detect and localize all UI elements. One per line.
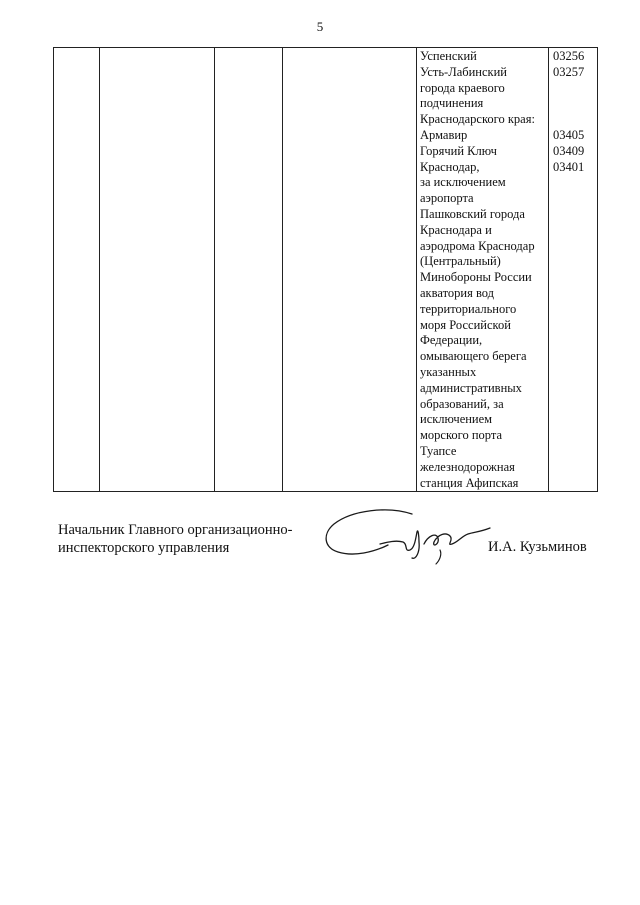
territory-name: Краснодар, bbox=[420, 159, 480, 174]
territory-code: 03401 bbox=[553, 159, 585, 174]
table-row bbox=[54, 48, 598, 492]
territory-code: 03409 bbox=[553, 143, 585, 158]
territory-name: морского порта bbox=[420, 428, 503, 443]
territory-name: Успенский bbox=[420, 49, 477, 63]
territory-name: указанных bbox=[420, 364, 477, 379]
territory-name: Пашковский города bbox=[420, 206, 525, 221]
territory-name: омывающего берега bbox=[420, 349, 527, 364]
territory-name: подчинения bbox=[420, 96, 484, 111]
territory-code: 03256 bbox=[553, 49, 585, 63]
territory-name: акватория вод bbox=[420, 285, 495, 300]
territory-name: Усть-Лабинский bbox=[420, 64, 507, 79]
empty-cell-3 bbox=[215, 48, 283, 492]
names-cell bbox=[417, 48, 549, 492]
territory-code bbox=[549, 112, 597, 128]
territory-code bbox=[549, 96, 597, 112]
territory-name: образований, за bbox=[420, 396, 504, 411]
signer-position bbox=[58, 521, 292, 557]
territory-code bbox=[549, 81, 597, 97]
regions-table bbox=[53, 47, 598, 492]
territory-name: города краевого bbox=[420, 80, 505, 95]
handwritten-signature bbox=[320, 502, 502, 568]
territory-name: Армавир bbox=[420, 127, 468, 142]
territory-code: 03257 bbox=[553, 64, 585, 79]
territory-name: за исключением bbox=[420, 175, 506, 190]
territory-name: станция Афипская bbox=[420, 475, 519, 490]
empty-cell-1 bbox=[54, 48, 100, 492]
territory-name: Краснодарского края: bbox=[420, 112, 535, 127]
territory-codes-list bbox=[549, 48, 597, 175]
territory-name: (Центральный) bbox=[420, 254, 501, 269]
territory-code: 03405 bbox=[553, 127, 585, 142]
page-number: 5 bbox=[316, 19, 324, 34]
empty-cell-2 bbox=[100, 48, 215, 492]
territory-name: Туапсе bbox=[420, 443, 457, 458]
territory-name: аэродрома Краснодар bbox=[420, 238, 535, 253]
territory-names-list bbox=[417, 48, 548, 491]
territory-name: железнодорожная bbox=[420, 459, 515, 474]
territory-name: административных bbox=[420, 380, 522, 395]
territory-name: исключением bbox=[420, 412, 493, 427]
territory-name: территориального bbox=[420, 301, 517, 316]
signer-name: И.А. Кузьминов bbox=[488, 539, 587, 555]
territory-name: аэропорта bbox=[420, 191, 474, 206]
territory-name: моря Российской bbox=[420, 317, 511, 332]
codes-cell bbox=[549, 48, 598, 492]
territory-name: Минобороны России bbox=[420, 270, 532, 285]
position-line: инспекторского управления bbox=[58, 540, 230, 556]
signature-block bbox=[58, 516, 598, 576]
empty-cell-4 bbox=[283, 48, 417, 492]
position-line: Начальник Главного организационно- bbox=[58, 522, 293, 538]
territory-name: Горячий Ключ bbox=[420, 143, 497, 158]
territory-name: Федерации, bbox=[420, 333, 483, 348]
territory-name: Краснодара и bbox=[420, 222, 492, 237]
